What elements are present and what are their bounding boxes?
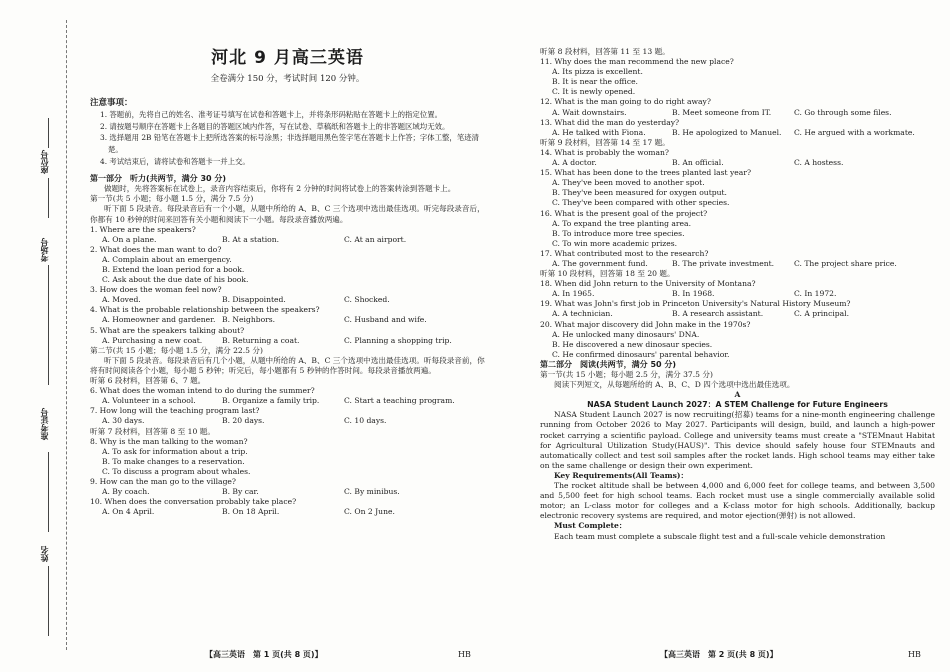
- options-5: [90, 336, 485, 346]
- option: C. Ask about the due date of his book.: [102, 275, 249, 285]
- reading-section1-heading: 第一节(共 15 小题；每小题 2.5 分，满分 37.5 分): [540, 370, 713, 379]
- options-9: [90, 487, 485, 497]
- option: A. On 4 April.: [102, 507, 155, 517]
- option: C. A hostess.: [794, 158, 844, 168]
- question-16: 16. What is the present goal of the project?: [540, 208, 708, 218]
- question-20: 20. What major discovery did John make in the 1970s?: [540, 319, 751, 329]
- option: C. To discuss a program about whales.: [102, 466, 251, 476]
- option: A. Complain about an emergency.: [102, 254, 232, 264]
- option: A. Volunteer in a school.: [102, 396, 196, 406]
- option: B. They've been measured for oxygen output.: [552, 188, 727, 198]
- admission-number-label: 准考证号: [40, 408, 49, 440]
- material-6: 听第 6 段材料，回答第 6、7 题。: [90, 376, 206, 386]
- section2-heading: 第二节(共 15 小题；每小题 1.5 分，满分 22.5 分): [90, 345, 263, 355]
- seat-line: [48, 118, 49, 148]
- option: B. Extend the loan period for a book.: [102, 265, 245, 274]
- options-10: [90, 507, 485, 517]
- options-17: [540, 259, 935, 269]
- options-6: [90, 396, 485, 406]
- option: B. To introduce more tree species.: [552, 228, 685, 238]
- option: A. He unlocked many dinosaurs' DNA.: [552, 329, 700, 339]
- option: B. Organize a family trip.: [222, 396, 320, 406]
- question-15: 15. What has been done to the trees planted last year?: [540, 168, 752, 178]
- notice-item: 3. 选择题用 2B 铅笔在答题卡上把所选答案的标号涂黑；非选择题用黑色签字笔在答题卡上作答；字体工整，笔迹清楚。: [100, 133, 479, 154]
- option: C. By minibus.: [344, 487, 400, 497]
- option: B. Meet someone from IT.: [672, 107, 772, 117]
- question-5: 5. What are the speakers talking about?: [90, 325, 245, 335]
- option: C. In 1972.: [794, 289, 837, 299]
- exam-subtitle: 全卷满分 150 分，考试时间 120 分钟。: [210, 74, 365, 84]
- page-title: 河北 9 月高三英语: [211, 48, 364, 68]
- option: C. Husband and wife.: [344, 315, 427, 325]
- exam-room-line: [48, 265, 49, 385]
- question-8: 8. Why is the man talking to the woman?: [90, 436, 248, 446]
- option: C. Planning a shopping trip.: [344, 335, 452, 345]
- option: B. By car.: [222, 487, 259, 497]
- question-12: 12. What is the man going to do right away?: [540, 97, 711, 107]
- option: B. The private investment.: [672, 258, 775, 268]
- section1-heading: 第一节(共 5 小题；每小题 1.5 分，满分 7.5 分): [90, 194, 254, 204]
- options-13: [540, 128, 935, 138]
- option: A. In 1965.: [552, 289, 595, 299]
- option: B. In 1968.: [672, 289, 715, 299]
- option: C. On 2 June.: [344, 507, 395, 517]
- reading-intro: 阅读下列短文，从每题所给的 A、B、C、D 四个选项中选出最佳选项。: [554, 380, 795, 390]
- question-14: 14. What is probably the woman?: [540, 147, 669, 157]
- option: B. He apologized to Manuel.: [672, 127, 782, 137]
- options-18: [540, 289, 935, 299]
- option: A. To ask for information about a trip.: [102, 446, 248, 456]
- option: C. Start a teaching program.: [344, 396, 455, 406]
- option: A. Purchasing a new coat.: [102, 335, 203, 345]
- option: A. Moved.: [102, 295, 141, 305]
- article-paragraph: The rocket altitude shall be between 4,000 and 6,000 feet for college teams, and between 3,500 and 5,500 feet for high school teams. Each rocket must use a single commercially available solid motor; an L-class motor for colleges and a K-class motor for high schools. Additionally, backup electronic recovery systems are required, and motor ejection(弹射) is not allowed.: [540, 481, 935, 521]
- options-19: [540, 309, 935, 319]
- seat-line-2: [48, 178, 49, 218]
- option: C. A principal.: [794, 309, 849, 319]
- option: B. An official.: [672, 158, 724, 168]
- option: B. On 18 April.: [222, 507, 280, 517]
- options-14: [540, 158, 935, 168]
- option: C. He confirmed dinosaurs' parental behavior.: [552, 349, 730, 359]
- option: C. They've been compared with other species.: [552, 198, 730, 208]
- exam-room-label: 考场号: [40, 238, 49, 262]
- question-17: 17. What contributed most to the research?: [540, 248, 709, 258]
- option: A. Wait downstairs.: [552, 107, 627, 117]
- part1-heading: 第一部分 听力(共两节，满分 30 分): [90, 174, 227, 184]
- options-3: [90, 295, 485, 305]
- notice-item: 1. 答题前，先将自己的姓名、准考证号填写在试卷和答题卡上，并将条形码粘贴在答题卡上的指定位置。: [100, 110, 442, 120]
- option: A. The government fund.: [552, 258, 648, 268]
- question-19: 19. What was John's first job in Princeton University's Natural History Museum?: [540, 299, 851, 309]
- question-1: 1. Where are the speakers?: [90, 224, 196, 234]
- options-4: [90, 315, 485, 325]
- option: B. Neighbors.: [222, 315, 276, 325]
- question-18: 18. When did John return to the University of Montana?: [540, 279, 756, 289]
- option: B. A research assistant.: [672, 309, 764, 319]
- page-2-footer: 【高三英语 第 2 页(共 8 页)】: [660, 650, 778, 659]
- notice-item: 4. 考试结束后，请将试卷和答题卡一并上交。: [100, 156, 250, 166]
- question-6: 6. What does the woman intend to do during the summer?: [90, 386, 315, 396]
- options-1: [90, 235, 485, 245]
- option: B. 20 days.: [222, 416, 265, 426]
- name-label: 姓名: [40, 546, 49, 562]
- option: A. A doctor.: [552, 158, 597, 168]
- option: B. It is near the office.: [552, 77, 638, 87]
- option: C. To win more academic prizes.: [552, 238, 678, 248]
- option: C. The project share price.: [794, 258, 897, 268]
- question-10: 10. When does the conversation probably take place?: [90, 497, 297, 507]
- option: B. Returning a coat.: [222, 335, 300, 345]
- option: C. At an airport.: [344, 234, 407, 244]
- page-2-column: [540, 0, 935, 672]
- page-1-footer-code: HB: [458, 650, 471, 659]
- section1-intro: 听下面 5 段录音。每段录音后有一个小题，从题中所给的 A、B、C 三个选项中选出最佳选项。听完每段录音后，你都有 10 秒钟的时间来回答有关小题和阅读下一小题。每段录音播放两遍。: [90, 204, 485, 224]
- section2-intro: 听下面 5 段录音。每段录音后有几个小题，从题中所给的 A、B、C 三个选项中选出最佳选项。听每段录音前，你将有时间阅读各个小题，每小题 5 秒钟；听完后，每小题都有 5 秒钟的作答时间。每段录音播放两遍。: [90, 355, 485, 375]
- option: A. He talked with Fiona.: [552, 127, 646, 137]
- option: A. 30 days.: [102, 416, 145, 426]
- page-2-footer-code: HB: [908, 650, 921, 659]
- article-paragraph: NASA Student Launch 2027 is now recruiting(招募) teams for a nine-month engineering challenge running from October 2026 to May 2027. Participants will design, build, and launch a high-power rocket carrying a scientific payload. College and university teams must create a "STEMnaut Habitat for Agricultural Utilization Study(HAUS)". This device should safely house four STEMnauts and automatically collect and test soil samples after the rocket lands. High school teams may either take on the same challenge or design their own experiment.: [540, 410, 935, 470]
- passage-letter: A: [734, 390, 741, 400]
- option: A. On a plane.: [102, 234, 157, 244]
- name-line: [48, 566, 49, 636]
- option: B. To make changes to a reservation.: [102, 456, 245, 466]
- notice-item: 2. 请按题号顺序在答题卡上各题目的答题区域内作答，写在试卷、草稿纸和答题卡上的非答题区域均无效。: [100, 121, 450, 131]
- option: A. Its pizza is excellent.: [552, 67, 643, 77]
- question-9: 9. How can the man go to the village?: [90, 476, 236, 486]
- option: A. By coach.: [102, 487, 150, 497]
- options-7: [90, 416, 485, 426]
- options-12: [540, 108, 935, 118]
- part2-heading: 第二部分 阅读(共两节，满分 50 分): [540, 359, 677, 369]
- article-title: NASA Student Launch 2027：A STEM Challenge for Future Engineers: [587, 400, 888, 410]
- option: C. He argued with a workmate.: [794, 127, 915, 137]
- option: C. Shocked.: [344, 295, 390, 305]
- material-10: 听第 10 段材料，回答第 18 至 20 题。: [540, 269, 675, 279]
- question-2: 2. What does the man want to do?: [90, 244, 222, 254]
- option: B. At a station.: [222, 234, 279, 244]
- article-subheading: Must Complete：: [554, 521, 627, 531]
- page-1-column: [90, 0, 485, 672]
- article-subheading: Key Requirements(All Teams)：: [554, 470, 689, 480]
- material-7: 听第 7 段材料，回答第 8 至 10 题。: [90, 426, 215, 436]
- option: C. It is newly opened.: [552, 87, 636, 97]
- option: B. Disappointed.: [222, 295, 286, 305]
- article-paragraph: Each team must complete a subscale flight test and a full-scale vehicle demonstration: [554, 531, 886, 541]
- option: C. Go through some files.: [794, 107, 892, 117]
- cut-line: [66, 20, 67, 650]
- seat-number-label: 座位号: [40, 150, 49, 174]
- page-1-footer: 【高三英语 第 1 页(共 8 页)】: [205, 650, 323, 659]
- notice-heading: 注意事项：: [90, 98, 133, 109]
- material-9: 听第 9 段材料，回答第 14 至 17 题。: [540, 137, 670, 147]
- option: C. 10 days.: [344, 416, 387, 426]
- option: A. Homeowner and gardener.: [102, 315, 216, 325]
- option: A. They've been moved to another spot.: [552, 178, 705, 188]
- part1-intro: 做题时，先将答案标在试卷上，录音内容结束后，你将有 2 分钟的时间将试卷上的答案转涂到答题卡上。: [104, 184, 456, 194]
- question-3: 3. How does the woman feel now?: [90, 285, 222, 295]
- question-4: 4. What is the probable relationship between the speakers?: [90, 305, 320, 315]
- question-13: 13. What did the man do yesterday?: [540, 117, 680, 127]
- admission-line: [48, 452, 49, 532]
- option: A. A technician.: [552, 309, 613, 319]
- question-11: 11. Why does the man recommend the new place?: [540, 57, 734, 67]
- material-8: 听第 8 段材料，回答第 11 至 13 题。: [540, 47, 670, 56]
- binding-margin: [0, 0, 78, 672]
- option: A. To expand the tree planting area.: [552, 218, 691, 228]
- question-7: 7. How long will the teaching program last?: [90, 406, 260, 416]
- option: B. He discovered a new dinosaur species.: [552, 339, 713, 349]
